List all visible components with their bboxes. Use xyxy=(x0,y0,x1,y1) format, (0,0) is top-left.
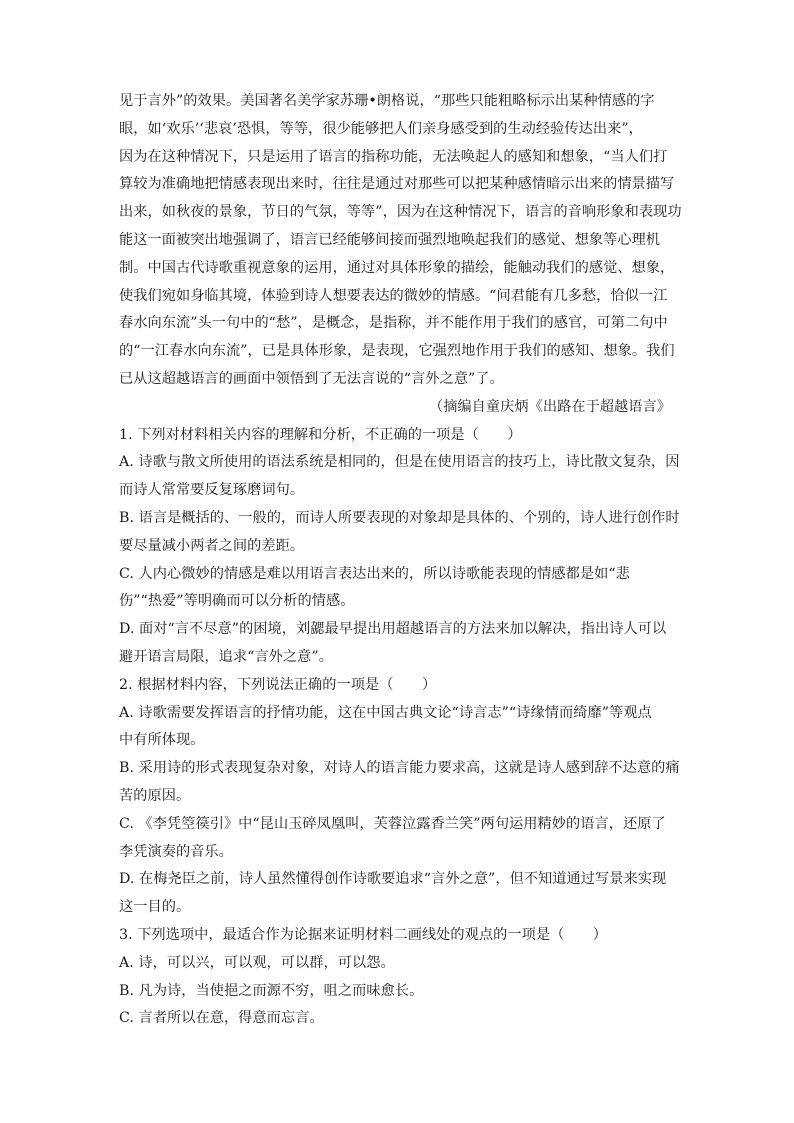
passage-line: 的“一江春水向东流”，已是具体形象，是表现，它强烈地作用于我们的感知、想象。我们 xyxy=(119,343,675,360)
question-stem: 2. 根据材料内容，下列说法正确的一项是（ ） xyxy=(119,676,437,693)
document-page xyxy=(119,88,682,1033)
passage-line: 制。中国古代诗歌重视意象的运用，通过对具体形象的描绘，能触动我们的感觉、想象， xyxy=(119,259,675,276)
option-b-line: B. 采用诗的形式表现复杂对象，对诗人的语言能力要求高，这就是诗人感到辞不达意的痛 xyxy=(119,760,680,777)
option-c-line: C. 言者所以在意，得意而忘言。 xyxy=(119,1010,324,1027)
passage xyxy=(119,88,682,422)
passage-line: 算较为准确地把情感表现出来时，往往是通过对那些可以把某种感情暗示出来的情景描写 xyxy=(119,176,675,193)
passage-line: 春水向东流”头一句中的“愁”，是概念，是指称，并不能作用于我们的感官，可第二句中 xyxy=(119,315,668,332)
question-3 xyxy=(119,922,675,1033)
option-c-line: C. 人内心微妙的情感是难以用语言表达出来的，所以诗歌能表现的情感都是如“悲 xyxy=(119,565,630,582)
question-2 xyxy=(119,672,680,922)
option-d-line: D. 在梅尧臣之前，诗人虽然懂得创作诗歌要追求“言外之意”，但不知道通过写景来实现 xyxy=(119,871,667,888)
passage-line: 见于言外”的效果。美国著名美学家苏珊•朗格说，“那些只能粗略标示出某种情感的字 xyxy=(119,93,655,109)
option-a-line: A. 诗歌与散文所使用的语法系统是相同的，但是在使用语言的技巧上，诗比散文复杂，因 xyxy=(119,454,680,471)
passage-line: 出来，如秋夜的景象，节日的气氛，等等”，因为在这种情况下，语言的音响形象和表现功 xyxy=(119,204,682,221)
option-d-line: 避开语言局限，追求“言外之意”。 xyxy=(119,648,333,665)
option-c-line: C. 《李凭箜篌引》中“昆山玉碎凤凰叫，芙蓉泣露香兰笑”两句运用精妙的语言，还原了 xyxy=(119,815,666,832)
question-stem: 3. 下列选项中，最适合作为论据来证明材料二画线处的观点的一项是（ ） xyxy=(119,926,608,943)
passage-line: 使我们宛如身临其境，体验到诗人想要表达的微妙的情感。“问君能有几多愁，恰似一江 xyxy=(119,287,668,304)
option-d-line: D. 面对“言不尽意”的困境，刘勰最早提出用超越语言的方法来加以解决，指出诗人可以 xyxy=(119,621,667,638)
option-c-line: 李凭演奏的音乐。 xyxy=(119,843,233,860)
option-a-line: A. 诗歌需要发挥语言的抒情功能，这在中国古典文论“诗言志”“诗缘情而绮靡”等观点 xyxy=(119,704,652,721)
question-stem: 1. 下列对材料相关内容的理解和分析，不正确的一项是（ ） xyxy=(119,426,522,443)
option-b-line: B. 凡为诗，当使挹之而源不穷，咀之而味愈长。 xyxy=(119,982,424,999)
passage-line: 眼，如‘欢乐’‘悲哀’恐惧，等等，很少能够把人们亲身感受到的生动经验传达出来”， xyxy=(119,120,643,137)
option-a-line: 而诗人常常要反复琢磨词句。 xyxy=(119,482,305,499)
passage-line: 已从这超越语言的画面中领悟到了无法言说的“言外之意”了。 xyxy=(119,370,504,387)
passage-line: 能这一面被突出地强调了，语言已经能够间接而强烈地唤起我们的感觉、想象等心理机 xyxy=(119,231,661,248)
option-b-line: 要尽量减小两者之间的差距。 xyxy=(119,537,305,554)
source-citation: （摘编自童庆炳《出路在于超越语言》 xyxy=(428,398,671,415)
question-1 xyxy=(119,422,680,672)
option-d-line: 这一目的。 xyxy=(119,899,191,916)
option-a-line: A. 诗，可以兴，可以观，可以群，可以怨。 xyxy=(119,954,395,971)
option-c-line: 伤”“热爱”等明确而可以分析的情感。 xyxy=(119,593,355,610)
option-b-line: 苦的原因。 xyxy=(119,787,191,804)
option-b-line: B. 语言是概括的、一般的，而诗人所要表现的对象却是具体的、个别的，诗人进行创作时 xyxy=(119,509,680,526)
passage-line: 因为在这种情况下，只是运用了语言的指称功能，无法唤起人的感知和想象，“当人们打 xyxy=(119,148,668,165)
option-a-line: 中有所体现。 xyxy=(119,732,205,749)
